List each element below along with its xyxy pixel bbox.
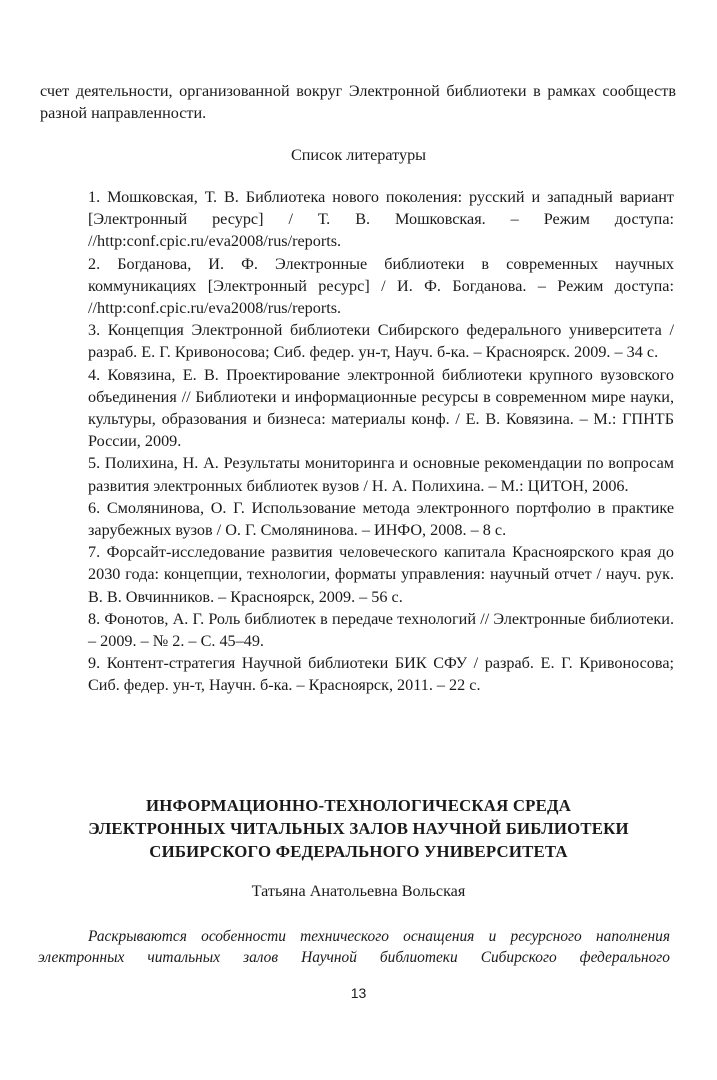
page-number: 13 <box>350 985 367 1001</box>
reference-item: 4. Ковязина, Е. В. Проектирование электронной библиотеки крупного вузовского объединения // Библиотеки и информационные ресурсы в современном мире науки, культуры, образования и бизнеса: материалы конф. / Е. В. Ковязина. – М.: ГПНТБ России, 2009. <box>88 365 674 451</box>
reference-item: 7. Форсайт-исследование развития человеческого капитала Красноярского края до 2030 года: концепции, технологии, форматы управления: научный отчет / науч. рук. В. В. Овчинников. – Красноярск, 2009. – 56 с. <box>88 543 674 606</box>
article-title-line: СИБИРСКОГО ФЕДЕРАЛЬНОГО УНИВЕРСИТЕТА <box>149 842 568 861</box>
reference-item: 5. Полихина, Н. А. Результаты мониторинга и основные рекомендации по вопросам развития электронных библиотек вузов / Н. А. Полихина. – М.: ЦИТОН, 2006. <box>88 454 674 495</box>
references-list <box>88 186 674 697</box>
article-title <box>0 794 717 863</box>
reference-item: 9. Контент-стратегия Научной библиотеки БИК СФУ / разраб. Е. Г. Кривоносова; Сиб. федер. ун-т, Научн. б-ка. – Красноярск, 2011. – 22 с. <box>88 654 674 695</box>
article-title-line: ЭЛЕКТРОННЫХ ЧИТАЛЬНЫХ ЗАЛОВ НАУЧНОЙ БИБЛИОТЕКИ <box>88 819 629 838</box>
abstract-line: электронных читальных залов Научной библиотеки Сибирского федерального <box>38 949 670 966</box>
references-heading: Список литературы <box>290 146 427 164</box>
intro-paragraph: счет деятельности, организованной вокруг Электронной библиотеки в рамках сообществ разной направленности. <box>40 82 676 122</box>
article-author: Татьяна Анатольевна Вольская <box>251 882 466 900</box>
reference-item: 6. Смолянинова, О. Г. Использование метода электронного портфолио в практике зарубежных вузов / О. Г. Смолянинова. – ИНФО, 2008. – 8 с. <box>88 498 674 540</box>
reference-item: 8. Фонотов, А. Г. Роль библиотек в передаче технологий // Электронные библиотеки. – 2009. – № 2. – С. 45–49. <box>88 609 674 651</box>
article-title-line: ИНФОРМАЦИОННО-ТЕХНОЛОГИЧЕСКАЯ СРЕДА <box>145 796 572 815</box>
article-abstract <box>38 926 670 968</box>
reference-item: 3. Концепция Электронной библиотеки Сибирского федерального университета / разраб. Е. Г. Кривоносова; Сиб. федер. ун-т, Науч. б-ка. – Красноярск. 2009. – 34 с. <box>88 321 674 362</box>
reference-item: 1. Мошковская, Т. В. Библиотека нового поколения: русский и западный вариант [Электронный ресурс] / Т. В. Мошковская. – Режим доступа: //http:conf.cpic.ru/eva2008/rus/reports. <box>88 188 674 251</box>
abstract-line: Раскрываются особенности технического оснащения и ресурсного наполнения <box>88 928 670 945</box>
reference-item: 2. Богданова, И. Ф. Электронные библиотеки в современных научных коммуникациях [Электронный ресурс] / И. Ф. Богданова. – Режим доступа: //http:conf.cpic.ru/eva2008/rus/reports. <box>88 254 674 318</box>
